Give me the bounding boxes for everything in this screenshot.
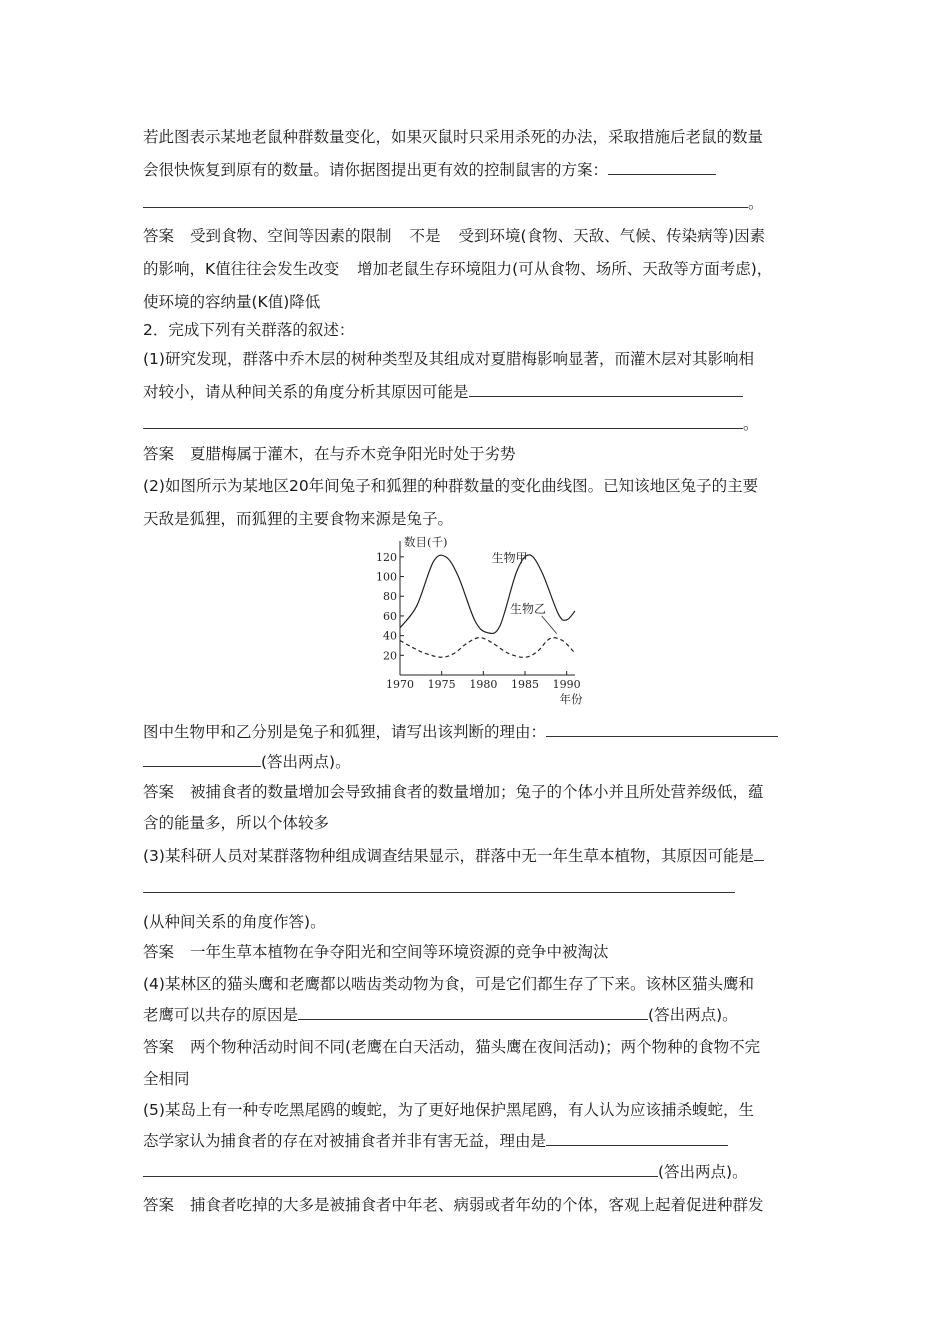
q1-answer-line-2: 的影响，K值往往会发生改变 增加老鼠生存环境阻力(可从食物、场所、天敌等方面考虑)， [143,260,773,278]
q2-5-answer: 答案 捕食者吃掉的大多是被捕食者中年老、病弱或者年幼的个体，客观上起着促进种群发 [143,1196,764,1214]
y-tick-label: 40 [383,629,397,643]
q1-text-line-3: 。 [143,193,823,213]
answer-blank[interactable] [143,414,743,429]
q2-2-line-2: 天敌是狐狸，而狐狸的主要食物来源是兔子。 [143,510,454,528]
answer-blank[interactable] [143,1162,658,1177]
answer-label: 答案 [143,227,175,245]
answer-blank[interactable] [143,878,735,893]
q2-3-line-1: (3)某科研人员对某群落物种组成调查结果显示，群落中无一年生草本植物，其原因可能是 [143,846,823,866]
q1-answer-line-3: 使环境的容纳量(K值)降低 [143,293,321,311]
q2-4-answer-line-1: 答案 两个物种活动时间不同(老鹰在白天活动，猫头鹰在夜间活动)；两个物种的食物不完 [143,1038,761,1056]
series-line-organism-a [400,555,575,634]
q2-1-line-3: 。 [143,414,823,434]
q2-5-line-2: 态学家认为捕食者的存在对被捕食者并非有害无益，理由是 [143,1131,823,1151]
answer-blank[interactable] [143,193,748,208]
population-chart-svg [360,535,590,710]
answer-blank[interactable] [469,382,743,397]
q2-4-line-1: (4)某林区的猫头鹰和老鹰都以啮齿类动物为食，可是它们都生存了下来。该林区猫头鹰和 [143,975,754,993]
q2-4-answer-line-2: 全相同 [143,1070,190,1088]
q2-title: 2．完成下列有关群落的叙述： [143,321,355,339]
y-tick-label: 80 [383,590,397,604]
x-tick-label: 1980 [469,678,498,691]
y-tick-label: 120 [376,550,397,564]
q2-2-line-4: (答出两点)。 [143,752,823,772]
y-tick-label: 20 [383,649,397,663]
answer-blank[interactable] [298,1005,648,1020]
answer-label: 答案 [143,1038,175,1056]
q1-text-line-1: 若此图表示某地老鼠种群数量变化，如果灭鼠时只采用杀死的办法，采取措施后老鼠的数量 [143,128,764,146]
answer-label: 答案 [143,783,175,801]
series-line-organism-b [400,638,575,658]
q2-2-answer-line-1: 答案 被捕食者的数量增加会导致捕食者的数量增加；兔子的个体小并且所处营养级低，蕴 [143,783,764,801]
answer-label: 答案 [143,943,175,961]
x-tick-label: 1970 [386,678,414,691]
x-tick-label: 1990 [552,678,581,691]
y-tick-label: 60 [383,609,397,623]
q2-2-line-3: 图中生物甲和乙分别是兔子和狐狸，请写出该判断的理由： [143,722,823,742]
x-tick-label: 1985 [511,678,539,691]
q2-3-line-2 [143,878,823,898]
q2-1-line-2: 对较小，请从种间关系的角度分析其原因可能是 [143,382,823,402]
q2-2-line-1: (2)如图所示为某地区20年间兔子和狐狸的种群数量的变化曲线图。已知该地区兔子的主要 [143,477,759,495]
answer-blank[interactable] [754,846,764,861]
q2-3-answer: 答案 一年生草本植物在争夺阳光和空间等环境资源的竞争中被淘汰 [143,943,609,961]
x-axis-label: 年份 [559,692,583,706]
answer-blank[interactable] [608,160,716,175]
answer-blank[interactable] [546,722,778,737]
y-axis-label: 数目(千) [404,535,448,549]
legend-organism-a: 生物甲 [491,550,528,565]
answer-label: 答案 [143,1196,175,1214]
population-chart [360,535,590,710]
q2-5-line-3: (答出两点)。 [143,1162,823,1182]
q2-5-line-1: (5)某岛上有一种专吃黑尾鸥的蝮蛇，为了更好地保护黑尾鸥，有人认为应该捕杀蝮蛇，生 [143,1101,754,1119]
q2-2-answer-line-2: 含的能量多，所以个体较多 [143,814,330,832]
q1-text-line-2: 会很快恢复到原有的数量。请你据图提出更有效的控制鼠害的方案： [143,160,823,180]
answer-label: 答案 [143,445,175,463]
answer-blank[interactable] [143,752,261,767]
q2-3-line-3: (从种间关系的角度作答)。 [143,913,326,931]
x-tick-label: 1975 [427,678,456,691]
answer-blank[interactable] [546,1131,728,1146]
q2-1-answer: 答案 夏腊梅属于灌木，在与乔木竞争阳光时处于劣势 [143,445,516,463]
q2-4-line-2: 老鹰可以共存的原因是 (答出两点)。 [143,1006,738,1024]
legend-pointer-b [542,616,557,634]
q1-answer-line-1: 答案 受到食物、空间等因素的限制 不是 受到环境(食物、天敌、气候、传染病等)因素 [143,227,766,245]
q2-1-line-1: (1)研究发现，群落中乔木层的树种类型及其组成对夏腊梅影响显著，而灌木层对其影响相 [143,350,754,368]
y-tick-label: 100 [376,570,397,584]
legend-organism-b: 生物乙 [510,601,547,616]
